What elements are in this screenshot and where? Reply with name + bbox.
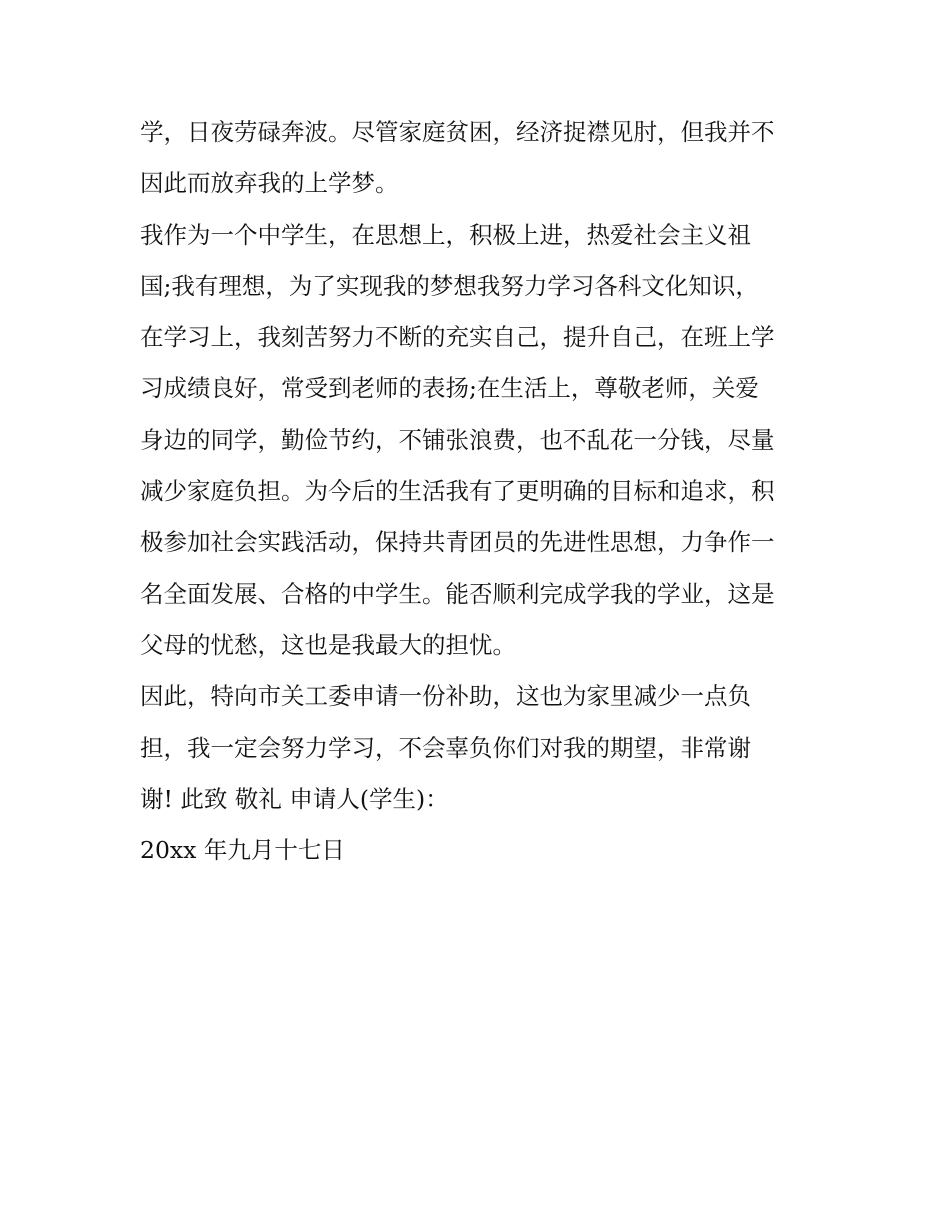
text-line: 名全面发展、合格的中学生。能否顺利完成学我的学业，这是 xyxy=(140,579,775,608)
text-line: 因此而放弃我的上学梦。 xyxy=(140,169,399,198)
text-line: 学，日夜劳碌奔波。尽管家庭贫困，经济捉襟见肘，但我并不 xyxy=(140,118,775,146)
text-line: 减少家庭负担。为今后的生活我有了更明确的目标和追求，积 xyxy=(140,477,775,506)
text-line: 习成绩良好，常受到老师的表扬;在生活上，尊敬老师，关爱 xyxy=(140,374,759,403)
date-line: 20xx 年九月十七日 xyxy=(140,836,345,865)
text-line: 担，我一定会努力学习，不会辜负你们对我的期望，非常谢 xyxy=(140,733,751,762)
text-line: 我作为一个中学生，在思想上，积极上进，热爱社会主义祖 xyxy=(140,220,751,249)
text-line: 父母的忧愁，这也是我最大的担忧。 xyxy=(140,630,516,659)
letter-body xyxy=(140,107,820,876)
text-line: 极参加社会实践活动，保持共青团员的先进性思想，力争作一 xyxy=(140,528,775,557)
signature-line: 谢! 此致 敬礼 申请人(学生)： xyxy=(140,784,449,813)
text-line: 国;我有理想，为了实现我的梦想我努力学习各科文化知识， xyxy=(140,271,759,300)
text-line: 身边的同学，勤俭节约，不铺张浪费，也不乱花一分钱，尽量 xyxy=(140,425,775,454)
text-line: 在学习上，我刻苦努力不断的充实自己，提升自己，在班上学 xyxy=(140,323,775,352)
text-line: 因此，特向市关工委申请一份补助，这也为家里减少一点负 xyxy=(140,682,751,711)
